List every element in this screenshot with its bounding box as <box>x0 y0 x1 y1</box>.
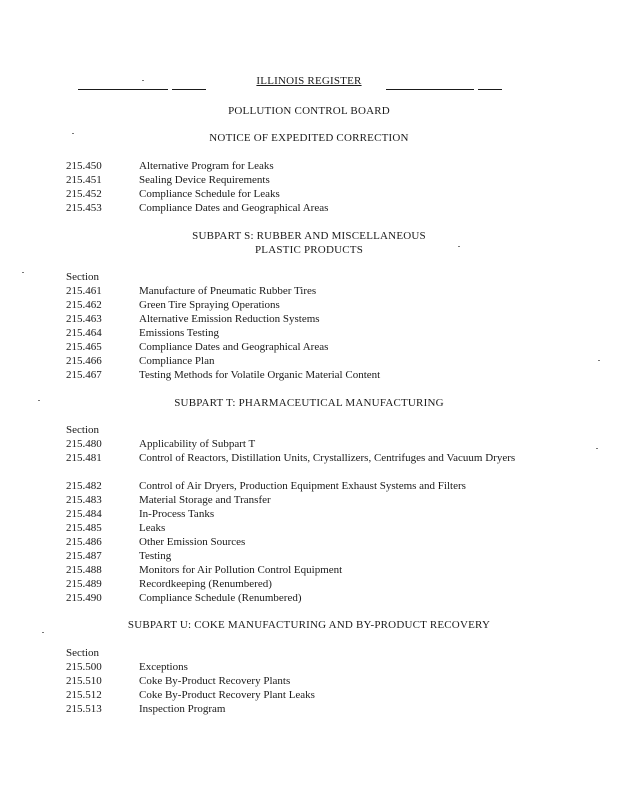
scan-speck <box>458 246 460 247</box>
scan-speck <box>72 133 74 134</box>
register-title: ILLINOIS REGISTER <box>256 75 362 87</box>
subpart-t-heading: SUBPART T: PHARMACEUTICAL MANUFACTURING <box>174 397 444 409</box>
section-title: Coke By-Product Recovery Plants <box>139 675 291 687</box>
section-number: 215.481 <box>66 452 102 464</box>
section-title: Inspection Program <box>139 703 226 715</box>
section-title: Exceptions <box>139 661 188 673</box>
section-title: Compliance Schedule for Leaks <box>139 188 280 200</box>
agency-name: POLLUTION CONTROL BOARD <box>228 105 390 117</box>
section-number: 215.452 <box>66 188 102 200</box>
section-number: 215.490 <box>66 592 102 604</box>
section-number: 215.464 <box>66 327 102 339</box>
section-title: Leaks <box>139 522 166 534</box>
header-rule-left-b <box>172 89 206 90</box>
scan-speck <box>22 272 24 273</box>
section-number: 215.483 <box>66 494 102 506</box>
section-title: Alternative Program for Leaks <box>139 160 274 172</box>
section-number: 215.513 <box>66 703 102 715</box>
section-number: 215.467 <box>66 369 102 381</box>
section-title: Testing <box>139 550 172 562</box>
section-title: Control of Reactors, Distillation Units, Crystallizers, Centrifuges and Vacuum Dryers <box>139 452 516 464</box>
section-title: Monitors for Air Pollution Control Equipment <box>139 564 343 576</box>
section-number: 215.488 <box>66 564 102 576</box>
notice-title: NOTICE OF EXPEDITED CORRECTION <box>209 132 409 144</box>
section-title: Sealing Device Requirements <box>139 174 270 186</box>
section-number: 215.465 <box>66 341 102 353</box>
section-number: 215.461 <box>66 285 102 297</box>
section-title: Manufacture of Pneumatic Rubber Tires <box>139 285 317 297</box>
scan-speck <box>38 400 40 401</box>
section-title: Compliance Plan <box>139 355 215 367</box>
header-rule-left-a <box>78 89 168 90</box>
scan-speck <box>142 80 144 81</box>
scan-speck <box>42 632 44 633</box>
section-title: Applicability of Subpart T <box>139 438 256 450</box>
subpart-u-heading: SUBPART U: COKE MANUFACTURING AND BY-PRODUCT RECOVERY <box>127 619 491 631</box>
section-number: 215.486 <box>66 536 102 548</box>
section-label: Section <box>66 647 99 659</box>
subpart-s-heading-line2: PLASTIC PRODUCTS <box>254 244 364 256</box>
section-number: 215.480 <box>66 438 102 450</box>
section-number: 215.451 <box>66 174 102 186</box>
header-rule-right-b <box>478 89 502 90</box>
section-number: 215.482 <box>66 480 102 492</box>
section-title: Compliance Dates and Geographical Areas <box>139 202 329 214</box>
section-title: Recordkeeping (Renumbered) <box>139 578 272 590</box>
section-number: 215.485 <box>66 522 102 534</box>
section-number: 215.453 <box>66 202 102 214</box>
section-number: 215.462 <box>66 299 102 311</box>
section-title: In-Process Tanks <box>139 508 215 520</box>
section-title: Control of Air Dryers, Production Equipment Exhaust Systems and Filters <box>139 480 466 492</box>
scan-speck <box>598 360 600 361</box>
subpart-s-heading-line1: SUBPART S: RUBBER AND MISCELLANEOUS <box>192 230 426 242</box>
section-title: Other Emission Sources <box>139 536 246 548</box>
section-label: Section <box>66 271 99 283</box>
section-title: Green Tire Spraying Operations <box>139 299 280 311</box>
section-number: 215.510 <box>66 675 102 687</box>
section-title: Compliance Dates and Geographical Areas <box>139 341 329 353</box>
section-title: Material Storage and Transfer <box>139 494 271 506</box>
section-number: 215.512 <box>66 689 102 701</box>
section-title: Compliance Schedule (Renumbered) <box>139 592 302 604</box>
header-rule-right-a <box>386 89 474 90</box>
section-label: Section <box>66 424 99 436</box>
section-number: 215.500 <box>66 661 102 673</box>
section-title: Emissions Testing <box>139 327 220 339</box>
section-number: 215.489 <box>66 578 102 590</box>
section-number: 215.484 <box>66 508 102 520</box>
section-title: Testing Methods for Volatile Organic Material Content <box>139 369 381 381</box>
section-number: 215.463 <box>66 313 102 325</box>
scan-speck <box>596 448 598 449</box>
section-number: 215.466 <box>66 355 102 367</box>
section-number: 215.487 <box>66 550 102 562</box>
section-number: 215.450 <box>66 160 102 172</box>
section-title: Alternative Emission Reduction Systems <box>139 313 320 325</box>
section-title: Coke By-Product Recovery Plant Leaks <box>139 689 315 701</box>
